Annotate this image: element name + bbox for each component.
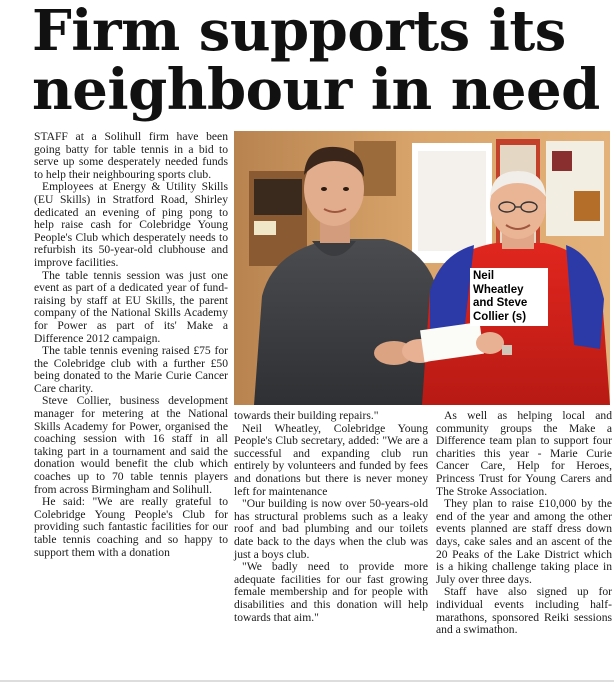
bottom-rule [0, 680, 614, 682]
article-paragraph: Steve Collier, business development manager for metering at the National Skills Academy for Power, organised the coaching session with 16 staff in all taking part in a tournament and said the donation would benefit the club which coaches up to 70 table tennis players from across Birmingham and Solihull. [34, 394, 228, 496]
article-paragraph: "We badly need to provide more adequate facilities for our fast growing female membership and for people with disabilities and this donation will help towards that aim." [234, 560, 428, 624]
article-column-1 [34, 131, 228, 559]
article-paragraph: They plan to raise £10,000 by the end of the year and among the other events planned are staff dress down days, cake sales and an ascent of the 20 Peaks of the Lake District which is a hiking challenge taking place in July over three days. [436, 497, 612, 586]
headline-line-1: Firm supports its [32, 0, 566, 64]
article-paragraph: Neil Wheatley, Colebridge Young People's Club secretary, added: "We are a successful and expanding club run entirely by volunteers and funded by fees and donations but there is never money left for maintenance [234, 421, 428, 498]
headline-line-2: neighbour in need [32, 57, 600, 123]
caption-line: Collier (s) [473, 310, 527, 323]
caption-line: Neil [473, 270, 495, 282]
photo-caption [470, 268, 548, 326]
caption-line: Wheatley [473, 283, 524, 296]
article-paragraph: As well as helping local and community groups the Make a Difference team plan to support four charities this year - Marie Curie Cancer Care, Help for Heroes, Princess Trust for Young Carers and The Stroke Association. [436, 409, 612, 498]
article-column-2 [234, 410, 428, 624]
article-paragraph: Staff have also signed up for individual events including half-marathons, sponsored Reiki sessions and a swimathon. [436, 585, 612, 637]
article-paragraph: He said: "We are really grateful to Colebridge Young People's Club for providing such fantastic facilities for our table tennis coaching and so happy to support them with a donation [34, 495, 228, 559]
article-paragraph: "Our building is now over 50-years-old has structural problems such as a leaky roof and bad plumbing and our toilets date back to the days when the club was just a boys club. [234, 497, 428, 561]
article-paragraph: The table tennis evening raised £75 for the Colebridge club with a further £50 being donated to the Marie Curie Cancer Care charity. [34, 344, 228, 395]
photo-illustration [234, 131, 610, 405]
article-paragraph: towards their building repairs." [234, 409, 379, 422]
article-paragraph: STAFF at a Solihull firm have been going batty for table tennis in a bid to serve up some desperately needed funds to help their neighbouring sports club. [34, 130, 228, 181]
article-column-3 [436, 410, 612, 637]
caption-line: and Steve [473, 297, 528, 309]
headline [32, 0, 612, 123]
article-photo [234, 131, 610, 405]
article-paragraph: Employees at Energy & Utility Skills (EU Skills) in Stratford Road, Shirley dedicated an evening of ping pong to help raise cash for Colebridge Young People's Club which desperately needs to refurbish its 50-year-old clubhouse and improve facilities. [34, 180, 228, 269]
article-paragraph: The table tennis session was just one event as part of a dedicated year of fund-raising by staff at EU Skills, the parent company of the National Skills Academy for Power as part of its' Make a Difference 2012 campaign. [34, 268, 228, 345]
